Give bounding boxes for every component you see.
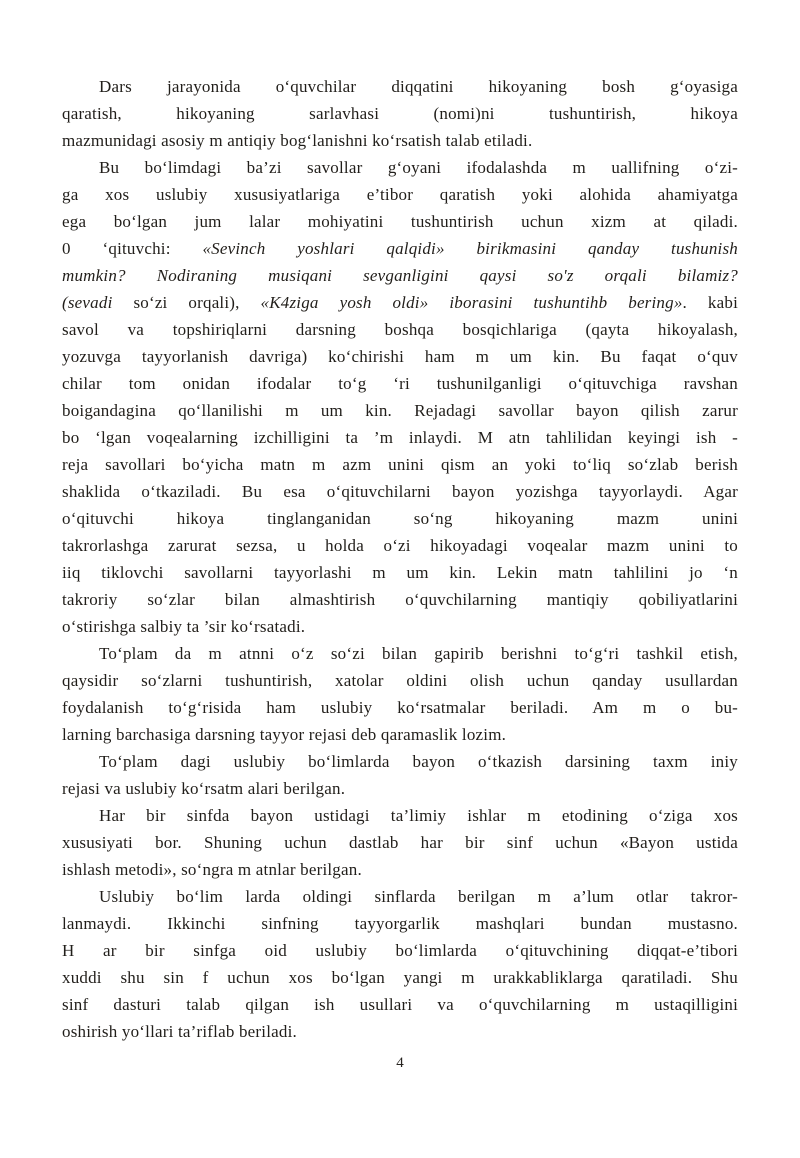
text-line bbox=[62, 316, 738, 343]
text-line bbox=[62, 1018, 738, 1045]
text-segment: lanmaydi. Ikkinchi sinfning tayyorgarlik mashqlari bundan mustasno. bbox=[62, 914, 738, 933]
text-segment: H ar bir sinfga oid uslubiy bo‘limlarda o‘qituvchining diqqat-e’tibori bbox=[62, 941, 738, 960]
text-segment: xuddi shu sin f uchun xos bo‘lgan yangi m urakkabliklarga qaratiladi. Shu bbox=[62, 968, 738, 987]
document-body bbox=[62, 73, 738, 1045]
text-line bbox=[62, 883, 738, 910]
text-line bbox=[62, 559, 738, 586]
text-line bbox=[62, 613, 738, 640]
italic-text-segment: «Sevinch yoshlari qalqidi» birikmasini qanday tushunish bbox=[202, 239, 738, 258]
text-segment: To‘plam da m atnni o‘z so‘zi bilan gapirib berishni to‘g‘ri tashkil etish, bbox=[99, 644, 738, 663]
text-line bbox=[62, 478, 738, 505]
text-segment: sinf dasturi talab qilgan ish usullari va o‘quvchilarning m ustaqilligini bbox=[62, 995, 738, 1014]
text-segment: . kabi bbox=[682, 293, 738, 312]
text-line bbox=[62, 829, 738, 856]
text-line bbox=[62, 181, 738, 208]
text-line bbox=[62, 667, 738, 694]
text-line bbox=[62, 235, 738, 262]
text-line bbox=[62, 910, 738, 937]
text-segment: qaratish, hikoyaning sarlavhasi (nomi)ni tushuntirish, hikoya bbox=[62, 104, 738, 123]
text-line bbox=[62, 775, 738, 802]
text-segment: ega bo‘lgan jum lalar mohiyatini tushuntirish uchun xizm at qiladi. bbox=[62, 212, 738, 231]
text-segment: Uslubiy bo‘lim larda oldingi sinflarda berilgan m a’lum otlar takror- bbox=[99, 887, 738, 906]
text-line bbox=[62, 370, 738, 397]
text-segment: ishlash metodi», so‘ngra m atnlar berilgan. bbox=[62, 860, 362, 879]
text-segment: shaklida o‘tkaziladi. Bu esa o‘qituvchilarni bayon yozishga tayyorlaydi. Agar bbox=[62, 482, 738, 501]
text-line bbox=[62, 802, 738, 829]
text-segment: rejasi va uslubiy ko‘rsatm alari berilgan. bbox=[62, 779, 346, 798]
text-line bbox=[62, 262, 738, 289]
text-segment: o‘qituvchi hikoya tinglanganidan so‘ng hikoyaning mazm unini bbox=[62, 509, 738, 528]
text-segment: takrorlashga zarurat sezsa, u holda o‘zi hikoyadagi voqealar mazm unini to bbox=[62, 536, 738, 555]
text-line bbox=[62, 748, 738, 775]
text-segment: larning barchasiga darsning tayyor rejasi deb qaramaslik lozim. bbox=[62, 725, 507, 744]
text-segment: chilar tom onidan ifodalar to‘g ‘ri tushunilganligi o‘qituvchiga ravshan bbox=[62, 374, 738, 393]
text-line bbox=[62, 127, 738, 154]
italic-text-segment: mumkin? Nodiraning musiqani sevganligini qaysi so'z orqali bilamiz? bbox=[62, 266, 738, 285]
text-segment: ga xos uslubiy xususiyatlariga e’tibor qaratish yoki alohida ahamiyatga bbox=[62, 185, 738, 204]
page-number: 4 bbox=[396, 1055, 404, 1071]
text-line bbox=[62, 586, 738, 613]
text-segment: Dars jarayonida o‘quvchilar diqqatini hikoyaning bosh g‘oyasiga bbox=[99, 77, 738, 96]
text-segment: savol va topshiriqlarni darsning boshqa bosqichlariga (qayta hikoyalash, bbox=[62, 320, 738, 339]
italic-text-segment: (sevadi bbox=[62, 293, 134, 312]
text-line bbox=[62, 937, 738, 964]
text-line bbox=[62, 640, 738, 667]
text-line bbox=[62, 154, 738, 181]
text-line bbox=[62, 532, 738, 559]
text-line bbox=[62, 721, 738, 748]
italic-text-segment: «K4ziga yosh oldi» iborasini tushuntihb bering» bbox=[260, 293, 683, 312]
text-line bbox=[62, 73, 738, 100]
text-line bbox=[62, 343, 738, 370]
text-segment: takroriy so‘zlar bilan almashtirish o‘quvchilarning mantiqiy qobiliyatlarini bbox=[62, 590, 738, 609]
text-segment: boigandagina qo‘llanilishi m um kin. Rejadagi savollar bayon qilish zarur bbox=[62, 401, 738, 420]
text-segment: 0 ‘qituvchi: bbox=[62, 239, 203, 258]
text-line bbox=[62, 991, 738, 1018]
text-segment: bo ‘lgan voqealarning izchilligini ta ’m inlaydi. M atn tahlilidan keyingi ish - bbox=[62, 428, 738, 447]
text-line bbox=[62, 289, 738, 316]
text-segment: Har bir sinfda bayon ustidagi ta’limiy ishlar m etodining o‘ziga xos bbox=[99, 806, 738, 825]
text-segment: yozuvga tayyorlanish davriga) ko‘chirishi ham m um kin. Bu faqat o‘quv bbox=[62, 347, 738, 366]
text-segment: so‘zi orqali), bbox=[133, 293, 261, 312]
text-segment: iiq tiklovchi savollarni tayyorlashi m um kin. Lekin matn tahlilini jo ‘n bbox=[62, 563, 738, 582]
text-line bbox=[62, 964, 738, 991]
text-line bbox=[62, 856, 738, 883]
text-segment: o‘stirishga salbiy ta ’sir ko‘rsatadi. bbox=[62, 617, 306, 636]
text-segment: qaysidir so‘zlarni tushuntirish, xatolar oldini olish uchun qanday usullardan bbox=[62, 671, 738, 690]
text-segment: reja savollari bo‘yicha matn m azm unini qism an yoki to‘liq so‘zlab berish bbox=[62, 455, 738, 474]
text-line bbox=[62, 451, 738, 478]
text-line bbox=[62, 397, 738, 424]
text-line bbox=[62, 694, 738, 721]
text-segment: xususiyati bor. Shuning uchun dastlab har bir sinf uchun «Bayon ustida bbox=[62, 833, 738, 852]
text-line bbox=[62, 505, 738, 532]
text-segment: foydalanish to‘g‘risida ham uslubiy ko‘rsatmalar beriladi. Am m o bu- bbox=[62, 698, 738, 717]
text-segment: mazmunidagi asosiy m antiqiy bog‘lanishni ko‘rsatish talab etiladi. bbox=[62, 131, 533, 150]
text-line bbox=[62, 100, 738, 127]
text-segment: To‘plam dagi uslubiy bo‘limlarda bayon o‘tkazish darsining taxm iniy bbox=[99, 752, 738, 771]
page-footer bbox=[0, 1053, 800, 1073]
text-segment: Bu bo‘limdagi ba’zi savollar g‘oyani ifodalashda m uallifning o‘zi- bbox=[99, 158, 738, 177]
text-line bbox=[62, 208, 738, 235]
text-segment: oshirish yo‘llari ta’riflab beriladi. bbox=[62, 1022, 297, 1041]
text-line bbox=[62, 424, 738, 451]
